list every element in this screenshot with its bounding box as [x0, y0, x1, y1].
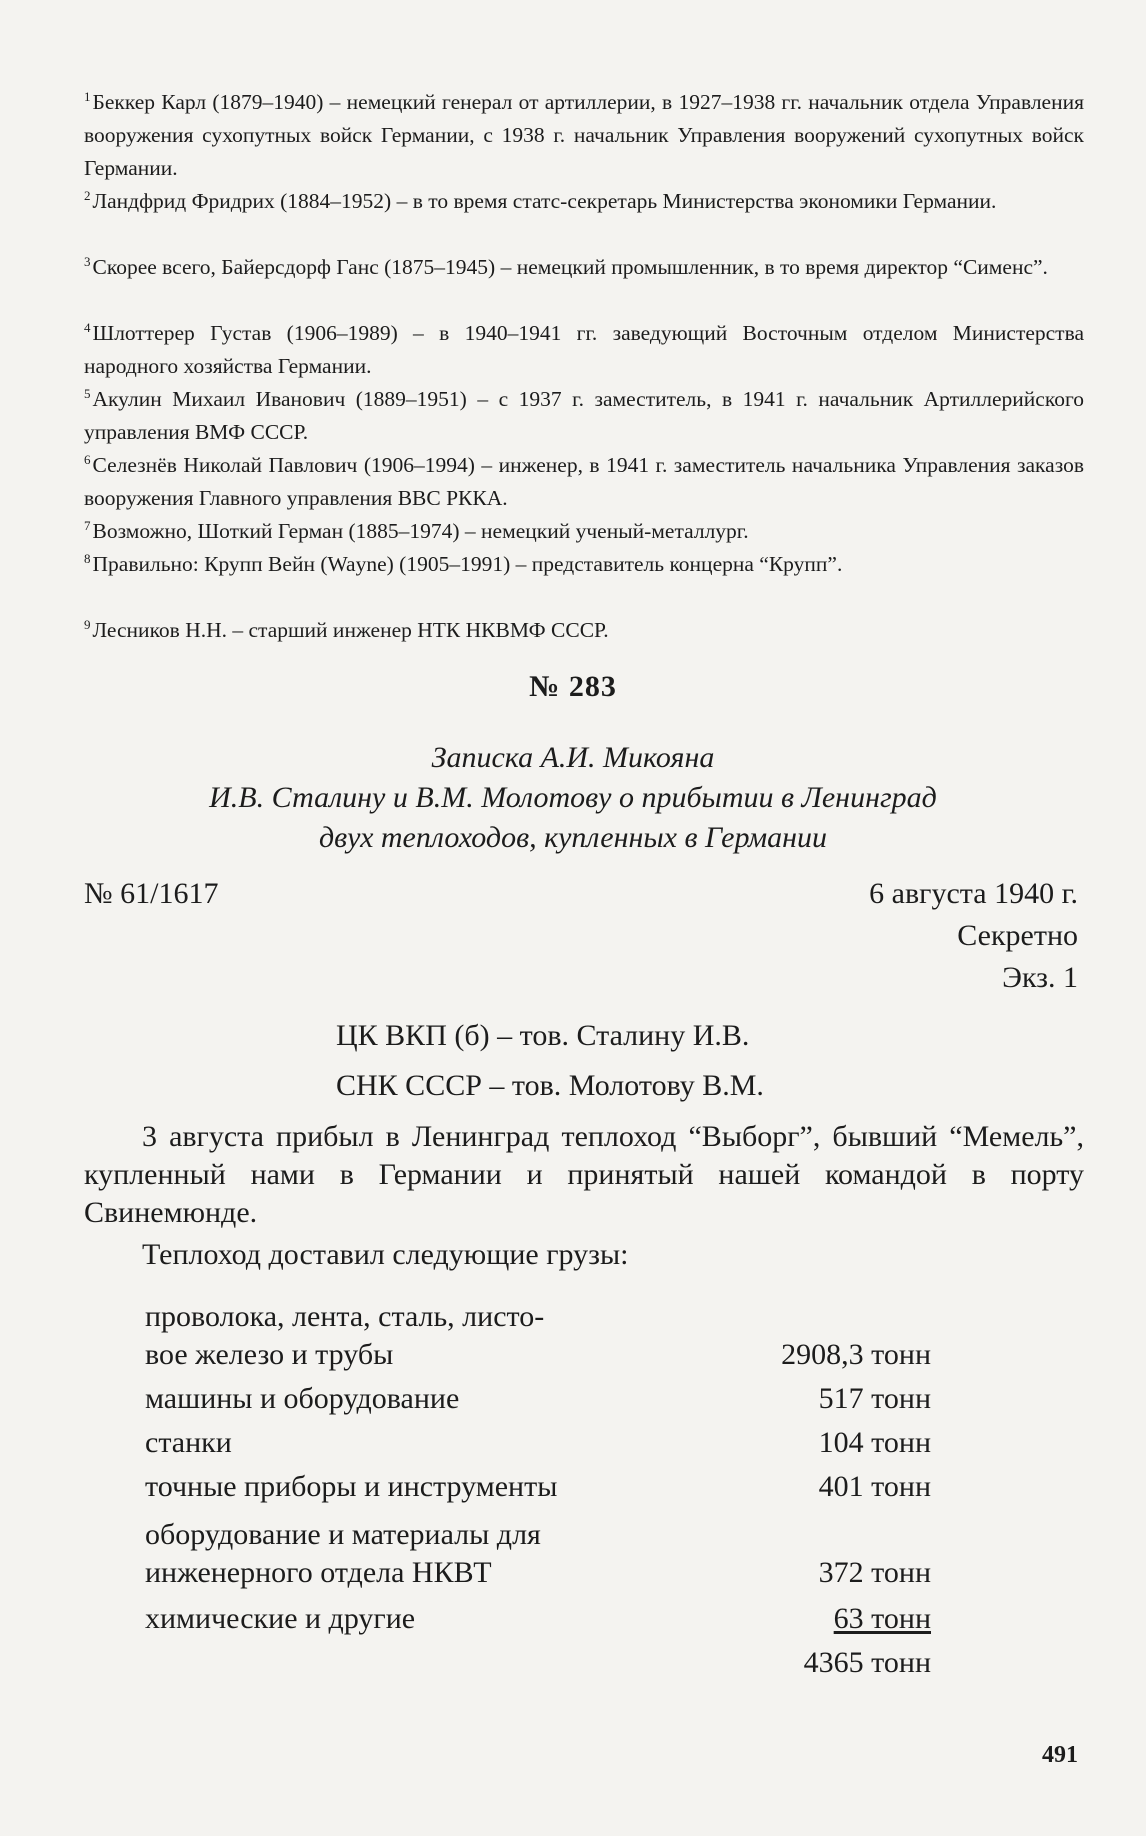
cargo-item-name: машины и оборудование	[145, 1382, 460, 1415]
footnote-text: Беккер Карл (1879–1940) – немецкий генерал от артиллерии, в 1927–1938 гг. начальник отдела Управления вооружения сухопутных войск Германии, с 1938 г. начальник Управления вооружений сухопутных войск Германии.	[84, 90, 1084, 180]
footnote-marker: 3	[84, 254, 91, 269]
footnote-marker: 8	[84, 551, 91, 566]
cargo-item-name: оборудование и материалы для	[145, 1518, 541, 1551]
copy-number: Экз. 1	[1002, 961, 1078, 994]
cargo-item-quantity: 372 тонн	[818, 1556, 931, 1589]
footnote-text: Скорее всего, Байерсдорф Ганс (1875–1945) – немецкий промышленник, в то время директор “Сименс”.	[92, 255, 1048, 279]
footnote-text: Правильно: Крупп Вейн (Wayne) (1905–1991) – представитель концерна “Крупп”.	[92, 552, 843, 576]
footnote-marker: 6	[84, 452, 91, 467]
footnote-marker: 7	[84, 518, 91, 533]
cargo-item-name: точные приборы и инструменты	[145, 1470, 558, 1503]
reference-number: № 61/1617	[84, 877, 219, 910]
classification-stamp: Секретно	[957, 919, 1078, 952]
footnote-text: Ландфрид Фридрих (1884–1952) – в то время статс-секретарь Министерства экономики Германии.	[92, 189, 997, 213]
cargo-total: 4365 тонн	[803, 1646, 931, 1679]
footnote-text: Возможно, Шоткий Герман (1885–1974) – немецкий ученый-металлург.	[92, 519, 749, 543]
document-title-line-3: двух теплоходов, купленных в Германии	[318, 821, 828, 854]
cargo-item-name: химические и другие	[145, 1602, 416, 1635]
cargo-item-quantity: 517 тонн	[818, 1382, 931, 1415]
footnote-marker: 9	[84, 617, 91, 632]
addressee-line-2: СНК СССР – тов. Молотову В.М.	[336, 1069, 764, 1102]
cargo-item-name: станки	[145, 1426, 232, 1459]
document-number: № 283	[529, 670, 617, 703]
cargo-item-name: инженерного отдела НКВТ	[145, 1556, 492, 1589]
addressee-line-1: ЦК ВКП (б) – тов. Сталину И.В.	[336, 1019, 750, 1052]
page-number: 491	[1042, 1742, 1078, 1768]
footnote-marker: 5	[84, 386, 91, 401]
cargo-item-quantity: 401 тонн	[818, 1470, 931, 1503]
cargo-item-name: вое железо и трубы	[145, 1338, 394, 1371]
cargo-item-quantity: 2908,3 тонн	[781, 1338, 931, 1371]
document-date: 6 августа 1940 г.	[869, 877, 1078, 910]
footnote-text: Лесников Н.Н. – старший инженер НТК НКВМФ СССР.	[92, 618, 609, 642]
footnote-marker: 1	[84, 89, 91, 104]
body-paragraph-2: Теплоход доставил следующие грузы:	[142, 1238, 629, 1271]
footnote-4	[84, 317, 1084, 383]
footnote-2	[84, 185, 1084, 218]
footnote-8	[84, 548, 1084, 581]
footnote-3	[84, 251, 1084, 284]
cargo-item-name: проволока, лента, сталь, листо-	[145, 1300, 545, 1333]
footnote-text: Акулин Михаил Иванович (1889–1951) – с 1937 г. заместитель, в 1941 г. начальник Артиллерийского управления ВМФ СССР.	[84, 387, 1084, 444]
body-paragraph-1: 3 августа прибыл в Ленинград теплоход “Выборг”, бывший “Мемель”, купленный нами в Германии и принятый нашей командой в порту Свинемюнде.	[84, 1120, 1084, 1229]
footnote-7	[84, 515, 1084, 548]
footnote-5	[84, 383, 1084, 449]
footnote-marker: 2	[84, 188, 91, 203]
footnote-marker: 4	[84, 320, 91, 335]
document-title-line-2: И.В. Сталину и В.М. Молотову о прибытии в Ленинград	[209, 781, 937, 814]
document-title-line-1: Записка А.И. Микояна	[431, 741, 715, 774]
footnote-9	[84, 614, 1084, 647]
footnote-6	[84, 449, 1084, 515]
footnote-text: Селезнёв Николай Павлович (1906–1994) – инженер, в 1941 г. заместитель начальника Управления заказов вооружения Главного управления ВВС РККА.	[84, 453, 1084, 510]
footnote-1	[84, 86, 1084, 185]
cargo-item-quantity: 104 тонн	[818, 1426, 931, 1459]
cargo-item-quantity: 63 тонн	[833, 1602, 931, 1635]
footnote-text: Шлоттерер Густав (1906–1989) – в 1940–1941 гг. заведующий Восточным отделом Министерства народного хозяйства Германии.	[84, 321, 1084, 378]
